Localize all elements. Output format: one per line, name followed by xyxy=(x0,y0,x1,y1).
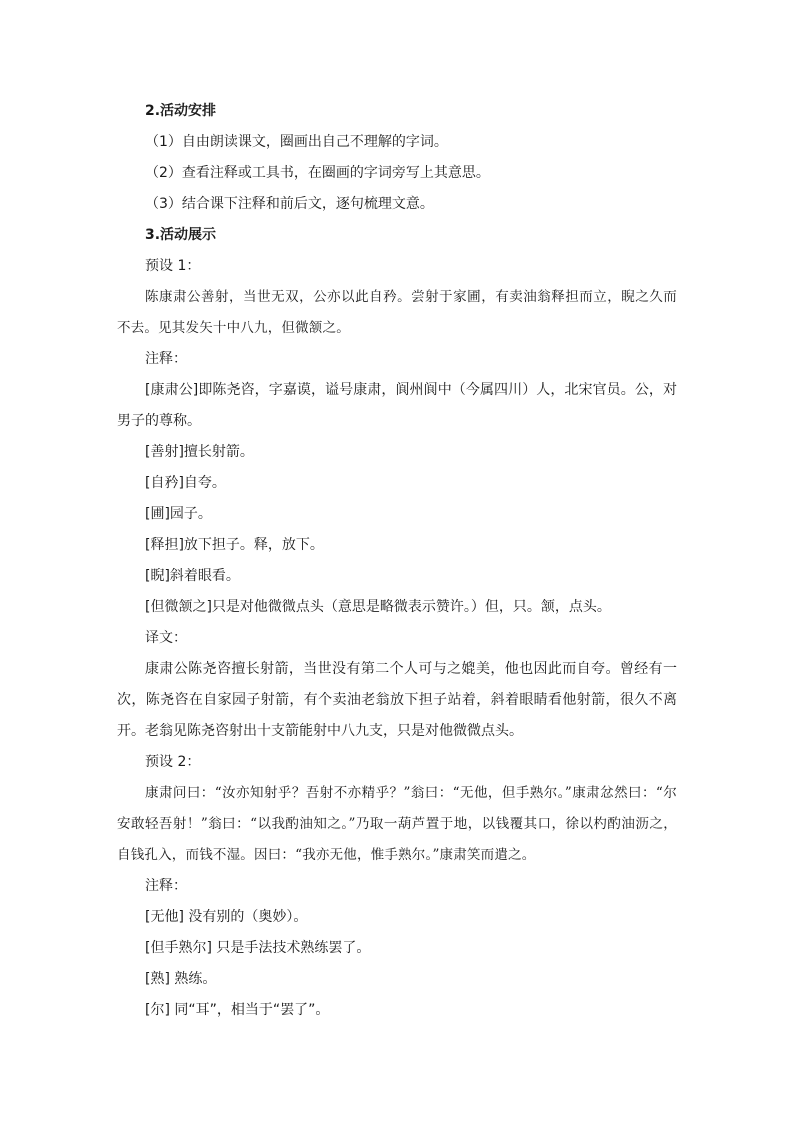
section-heading-activity-arrangement: 2.活动安排 xyxy=(145,103,217,119)
preset-2-note: [无他] 没有别的（奥妙）。 xyxy=(145,909,308,925)
preset-1-note: [释担]放下担子。释，放下。 xyxy=(145,537,324,553)
preset-1-note: [圃]园子。 xyxy=(145,506,212,522)
preset-2-note: [尔] 同“耳”，相当于“罢了”。 xyxy=(145,1002,330,1018)
preset-1-note: [善射]擅长射箭。 xyxy=(145,444,254,460)
preset-1-translation-label: 译文： xyxy=(145,630,187,646)
preset-1-label: 预设 1： xyxy=(145,258,201,274)
preset-2-label: 预设 2： xyxy=(145,754,201,770)
preset-1-translation-text: 康肃公陈尧咨擅长射箭，当世没有第二个人可与之媲美，他也因此而自夸。曾经有一次，陈尧咨在自家园子射箭，有个卖油老翁放下担子站着，斜着眼睛看他射箭，很久不离开。老翁见陈尧咨射出十支箭能射中八九支，只是对他微微点头。 xyxy=(117,661,677,739)
document-page xyxy=(117,96,677,1026)
preset-2-notes-label: 注释： xyxy=(145,878,187,894)
preset-2-original-text: 康肃问曰：“汝亦知射乎？吾射不亦精乎？”翁曰：“无他，但手熟尔。”康肃忿然曰：“尔安敢轻吾射！”翁曰：“以我酌油知之。”乃取一葫芦置于地，以钱覆其口，徐以杓酌油沥之，自钱孔入，而钱不湿。因曰：“我亦无他，惟手熟尔。”康肃笑而遣之。 xyxy=(117,785,677,863)
preset-1-note: [但微颔之]只是对他微微点头（意思是略微表示赞许。）但，只。颔，点头。 xyxy=(145,599,611,615)
arrangement-item-1: （1）自由朗读课文，圈画出自己不理解的字词。 xyxy=(145,134,448,150)
preset-1-original-text: 陈康肃公善射，当世无双，公亦以此自矜。尝射于家圃，有卖油翁释担而立，睨之久而不去。见其发矢十中八九，但微颔之。 xyxy=(117,289,677,336)
preset-2-note: [但手熟尔] 只是手法技术熟练罢了。 xyxy=(145,940,371,956)
arrangement-item-2: （2）查看注释或工具书，在圈画的字词旁写上其意思。 xyxy=(145,165,490,181)
arrangement-item-3: （3）结合课下注释和前后文，逐句梳理文意。 xyxy=(145,196,434,212)
section-heading-activity-display: 3.活动展示 xyxy=(145,227,217,243)
preset-1-note: [康肃公]即陈尧咨，字嘉谟，谥号康肃，阆州阆中（今属四川）人，北宋官员。公，对男子的尊称。 xyxy=(117,382,677,429)
preset-2-note: [熟] 熟练。 xyxy=(145,971,217,987)
preset-1-notes-label: 注释： xyxy=(145,351,187,367)
preset-1-note: [睨]斜着眼看。 xyxy=(145,568,240,584)
preset-1-note: [自矜]自夸。 xyxy=(145,475,226,491)
